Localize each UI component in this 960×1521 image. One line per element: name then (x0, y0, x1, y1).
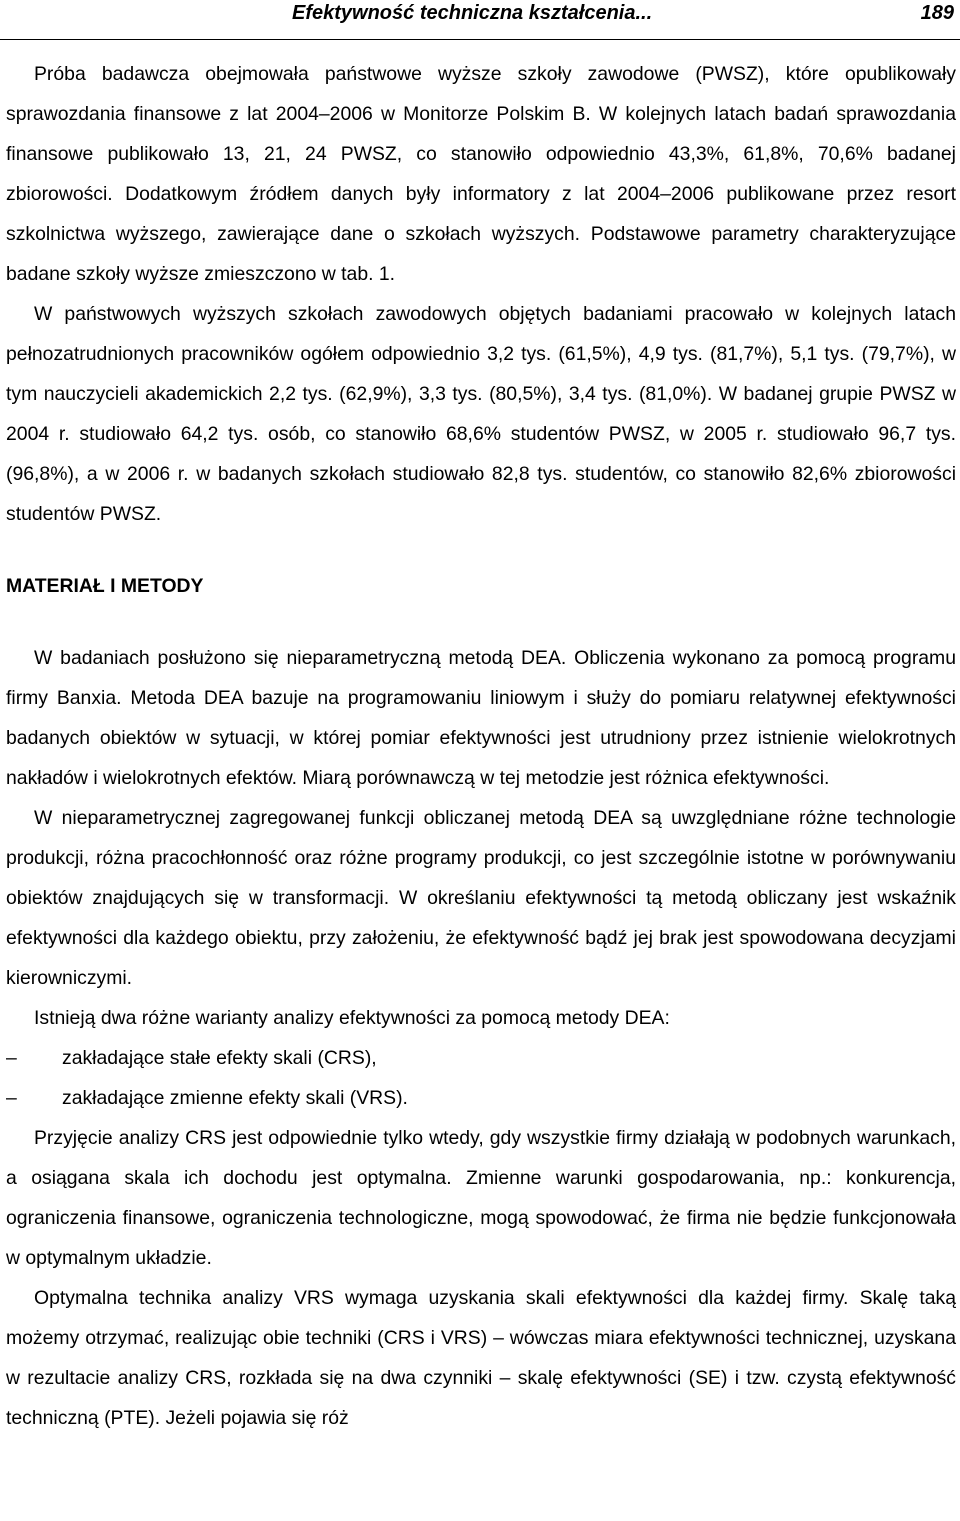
paragraph: Próba badawcza obejmowała państwowe wyższe szkoły zawodowe (PWSZ), które opublikowały sprawozdania finansowe z lat 2004–2006 w Monitorze Polskim B. W kolejnych latach badań sprawozdania finansowe publikowało 13, 21, 24 PWSZ, co stanowiło odpowiednio 43,3%, 61,8%, 70,6% badanej zbiorowości. Dodatkowym źródłem danych były informatory z lat 2004–2006 publikowane przez resort szkolnictwa wyższego, zawierające dane o szkołach wyższych. Podstawowe parametry charakteryzujące badane szkoły wyższe zmieszczono w tab. 1. (6, 63, 956, 285)
running-title: Efektywność techniczna kształcenia... (292, 2, 653, 24)
dea-variants-list (6, 1038, 956, 1118)
paragraph: W nieparametrycznej zagregowanej funkcji obliczanej metodą DEA są uwzględniane różne technologie produkcji, różna pracochłonność oraz różne programy produkcji, co jest szczególnie istotne w porównywaniu obiektów znajdujących się w transformacji. W określaniu efektywności tą metodą obliczany jest wskaźnik efektywności dla każdego obiektu, przy założeniu, że efektywność bądź jej brak jest spowodowana decyzjami kierowniczymi. (6, 807, 956, 989)
paragraph: W badaniach posłużono się nieparametryczną metodą DEA. Obliczenia wykonano za pomocą programu firmy Banxia. Metoda DEA bazuje na programowaniu liniowym i służy do pomiaru relatywnej efektywności badanych obiektów w sytuacji, w której pomiar efektywności jest utrudniony przez istnienie wielokrotnych nakładów i wielokrotnych efektów. Miarą porównawczą w tej metodzie jest różnica efektywności. (6, 647, 956, 789)
running-header (0, 0, 960, 40)
paragraph: Optymalna technika analizy VRS wymaga uzyskania skali efektywności dla każdej firmy. Skalę taką możemy otrzymać, realizując obie techniki (CRS i VRS) – wówczas miara efektywności technicznej, uzyskana w rezultacie analizy CRS, rozkłada się na dwa czynniki – skalę efektywności (SE) i tzw. czystą efektywność techniczną (PTE). Jeżeli pojawia się róż (6, 1287, 956, 1429)
list-item: – zakładające zmienne efekty skali (VRS). (6, 1078, 956, 1118)
page-number: 189 (920, 2, 954, 24)
paragraph: W państwowych wyższych szkołach zawodowych objętych badaniami pracowało w kolejnych latach pełnozatrudnionych pracowników ogółem odpowiednio 3,2 tys. (61,5%), 4,9 tys. (81,7%), 5,1 tys. (79,7%), w tym nauczycieli akademickich 2,2 tys. (62,9%), 3,3 tys. (80,5%), 3,4 tys. (81,0%). W badanej grupie PWSZ w 2004 r. studiowało 64,2 tys. osób, co stanowiło 68,6% studentów PWSZ, w 2005 r. studiowało 96,7 tys. (96,8%), a w 2006 r. w badanych szkołach studiowało 82,8 tys. studentów, co stanowiło 82,6% zbiorowości studentów PWSZ. (6, 303, 956, 525)
section-heading: MATERIAŁ I METODY (6, 575, 204, 597)
paragraph: Istnieją dwa różne warianty analizy efektywności za pomocą metody DEA: (34, 1007, 670, 1029)
list-item: – zakładające stałe efekty skali (CRS), (6, 1038, 956, 1078)
document-body (6, 54, 956, 1438)
paragraph: Przyjęcie analizy CRS jest odpowiednie tylko wtedy, gdy wszystkie firmy działają w podobnych warunkach, a osiągana skala ich dochodu jest optymalna. Zmienne warunki gospodarowania, np.: konkurencja, ograniczenia finansowe, ograniczenia technologiczne, mogą spowodować, że firma nie będzie funkcjonowała w optymalnym układzie. (6, 1127, 956, 1269)
